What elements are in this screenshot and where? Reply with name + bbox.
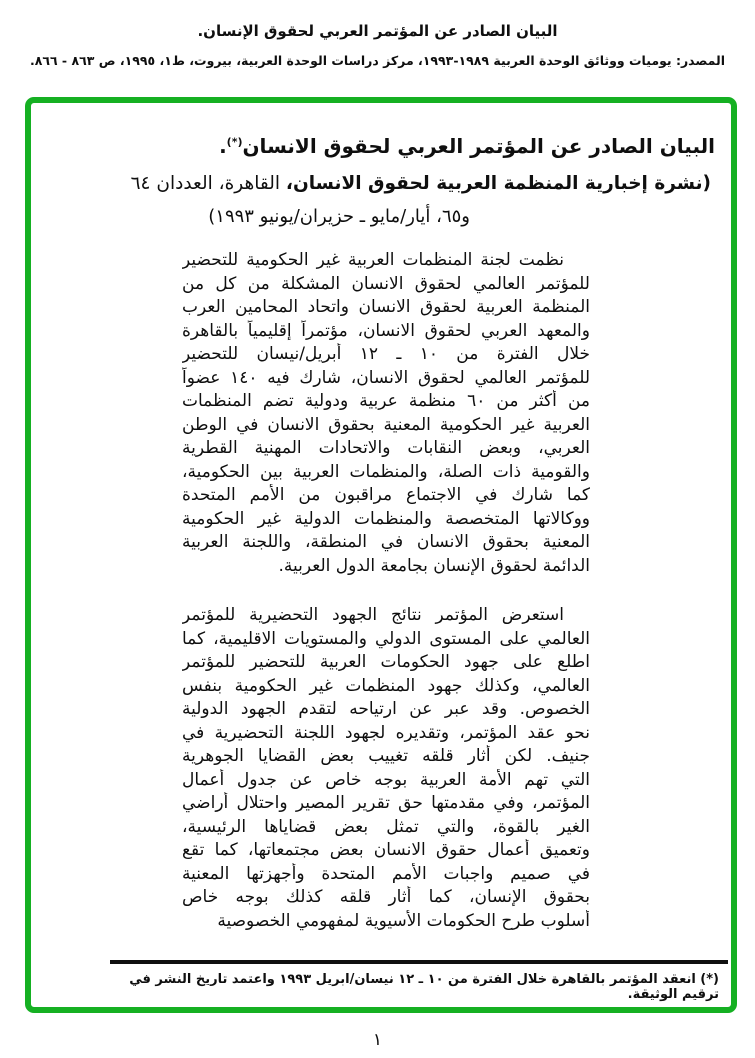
paragraph-2 <box>182 604 590 933</box>
page-header-title: البيان الصادر عن المؤتمر العربي لحقوق الإنسان. <box>197 22 558 40</box>
subtitle-regular-part: القاهرة، العددان ٦٤ <box>130 173 281 194</box>
body-line: العربي، وبعض النقابات والاتحادات المهنية القطرية <box>182 438 590 458</box>
document-title-text: البيان الصادر عن المؤتمر العربي لحقوق الانسان <box>242 134 715 158</box>
body-line: المعنية بحقوق الانسان في المنطقة، واللجنة العربية <box>182 532 590 552</box>
page-header-source: المصدر: يوميات ووثائق الوحدة العربية ١٩٨٩-١٩٩٣، مركز دراسات الوحدة العربية، بيروت، ط١، ١٩٩٥، ص ٨٦٣ - ٨٦٦. <box>29 53 726 68</box>
paragraph-1 <box>182 249 590 578</box>
body-line: نظمت لجنة المنظمات العربية غير الحكومية للتحضير <box>182 250 564 270</box>
body-line: في صميم واجبات الأمم المتحدة وأجهزتها المعنية <box>182 863 590 884</box>
body-line: للمؤتمر العالمي لحقوق الانسان، شارك فيه ١٤٠ عضواً <box>182 367 590 388</box>
body-line: المنظمة العربية لحقوق الانسان واتحاد المحامين العرب <box>182 297 590 317</box>
body-line: وتعميق أعمال حقوق الانسان بعض مجتمعاتها، كما تقع <box>182 840 590 860</box>
document-subtitle-line1 <box>131 173 711 194</box>
body-line: العالمي، وكذلك جهود المنظمات غير الحكومية بنفس <box>182 675 590 696</box>
body-line: ووكالاتها المتخصصة والمنظمات الدولية غير الحكومية <box>182 508 590 529</box>
body-line: العربية غير الحكومية المعنية بحقوق الانسان في الوطن <box>182 414 590 435</box>
footnote-separator-rule <box>110 960 728 964</box>
body-line: بحقوق الإنسان، كما أثار قلقه كذلك بوجه خاص <box>182 887 590 907</box>
body-line: أسلوب طرح الحكومات الأسيوية لمفهومي الخصوصية <box>217 910 590 931</box>
body-line: التي تهم الأمة العربية بوجه خاص عن جدول أعمال <box>182 769 590 790</box>
body-line: والمعهد العربي لحقوق الانسان، مؤتمراً إقليمياً بالقاهرة <box>182 320 590 341</box>
document-body <box>182 249 590 933</box>
body-line: الدائمة لحقوق الإنسان بجامعة الدول العربية. <box>278 555 590 576</box>
body-line: للمؤتمر العالمي لحقوق الانسان المشكلة من كل من <box>182 273 590 294</box>
body-line: جنيف. لكن أثار قلقه تغييب بعض القضايا الجوهرية <box>182 746 590 766</box>
footnote-text: (*) انعقد المؤتمر بالقاهرة خلال الفترة من ١٠ ـ ١٢ نيسان/ابريل ١٩٩٣ واعتمد تاريخ النشر في ترقيم الوثيقة. <box>129 972 719 1002</box>
subtitle-bold-part: (نشرة إخبارية المنظمة العربية لحقوق الانسان، <box>285 173 711 194</box>
body-line: المؤتمر، وفي مقدمتها حق تقرير المصير واحتلال أراضي <box>182 793 590 813</box>
body-line: استعرض المؤتمر نتائج الجهود التحضيرية للمؤتمر <box>182 605 564 625</box>
body-line: الغير بالقوة، والتي تمثل بعض قضاياها الرئيسية، <box>182 816 590 837</box>
body-line: والقومية ذات الصلة، والمنظمات العربية بين الحكومية، <box>182 461 590 482</box>
body-line: اطلع على جهود الحكومات العربية للتحضير للمؤتمر <box>182 652 590 672</box>
body-line: كما شارك في الاجتماع مراقبون من الأمم المتحدة <box>182 485 590 505</box>
body-line: نحو عقد المؤتمر، وتقديره لجهود اللجنة التحضيرية في <box>182 722 590 743</box>
footnote-marker: (*) <box>226 135 243 149</box>
page-number: ١ <box>372 1030 383 1050</box>
body-line: العالمي على المستوى الدولي والمستويات الاقليمية، كما <box>182 628 590 649</box>
document-subtitle-line2: و٦٥، أيار/مايو ـ حزيران/يونيو ١٩٩٣) <box>208 206 470 227</box>
document-title <box>219 134 715 158</box>
body-line: خلال الفترة من ١٠ ـ ١٢ أبريل/نيسان للتحضير <box>182 344 590 364</box>
body-line: الخصوص. وقد عبر عن ارتياحه لتقدم الجهود الدولية <box>182 699 590 719</box>
document-title-period: . <box>219 134 227 158</box>
body-line: من أكثر من ٦٠ منظمة عربية ودولية تضم المنظمات <box>182 391 590 411</box>
